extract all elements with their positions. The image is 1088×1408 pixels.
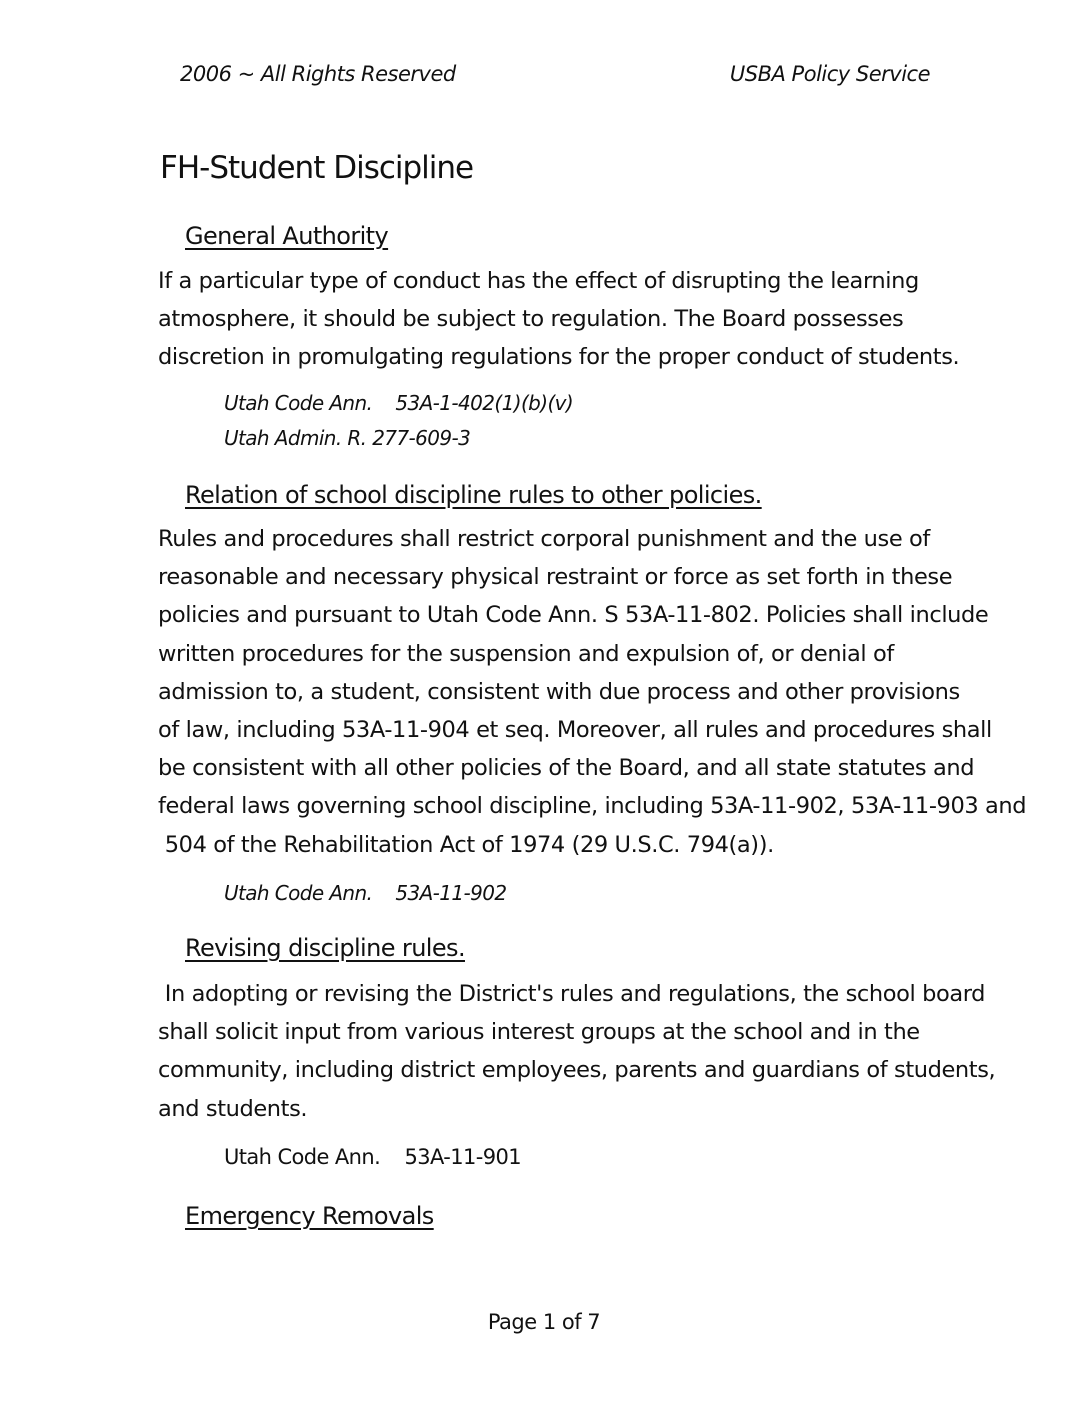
citation-block <box>224 386 573 456</box>
paragraph-line: discretion in promulgating regulations for the proper conduct of students. <box>158 344 960 371</box>
section-heading-emergency-removals: Emergency Removals <box>185 1202 434 1230</box>
section-paragraph-relation-of-rules <box>158 520 1027 864</box>
section-heading-relation-of-rules: Relation of school discipline rules to other policies. <box>185 481 762 509</box>
header-service-name: USBA Policy Service <box>729 62 930 86</box>
paragraph-line: reasonable and necessary physical restraint or force as set forth in these <box>158 564 953 591</box>
paragraph-line: 504 of the Rehabilitation Act of 1974 (29 U.S.C. 794(a)). <box>158 831 774 858</box>
paragraph-line: be consistent with all other policies of the Board, and all state statutes and <box>158 755 975 782</box>
paragraph-line: federal laws governing school discipline, including 53A-11-902, 53A-11-903 and <box>158 793 1027 820</box>
paragraph-line: of law, including 53A-11-904 et seq. Moreover, all rules and procedures shall <box>158 717 992 744</box>
paragraph-line: policies and pursuant to Utah Code Ann. S 53A-11-802. Policies shall include <box>158 602 989 629</box>
citation-line: Utah Admin. R. 277-609-3 <box>224 426 471 450</box>
section-paragraph-general-authority <box>158 262 960 377</box>
section-heading-general-authority: General Authority <box>185 222 389 250</box>
paragraph-line: Rules and procedures shall restrict corporal punishment and the use of <box>158 526 930 552</box>
citation-block <box>224 1140 521 1175</box>
page-number: Page 1 of 7 <box>487 1310 601 1334</box>
header-copyright: 2006 ~ All Rights Reserved <box>180 62 456 86</box>
paragraph-line: atmosphere, it should be subject to regulation. The Board possesses <box>158 306 904 333</box>
paragraph-line: If a particular type of conduct has the effect of disrupting the learning <box>158 268 919 294</box>
paragraph-line: community, including district employees, parents and guardians of students, <box>158 1057 996 1084</box>
citation-line: Utah Code Ann. 53A-1-402(1)(b)(v) <box>224 391 574 415</box>
section-heading-revising-rules: Revising discipline rules. <box>185 934 465 962</box>
section-paragraph-revising-rules <box>158 975 996 1128</box>
page-title: FH-Student Discipline <box>160 150 474 186</box>
paragraph-line: admission to, a student, consistent with due process and other provisions <box>158 678 960 705</box>
paragraph-line: In adopting or revising the District's rules and regulations, the school board <box>158 981 986 1007</box>
citation-line: Utah Code Ann. 53A-11-902 <box>224 881 507 905</box>
citation-line: Utah Code Ann. 53A-11-901 <box>224 1145 522 1169</box>
citation-block <box>224 876 507 911</box>
paragraph-line: and students. <box>158 1095 308 1122</box>
paragraph-line: shall solicit input from various interest groups at the school and in the <box>158 1019 920 1046</box>
paragraph-line: written procedures for the suspension and expulsion of, or denial of <box>158 640 894 667</box>
